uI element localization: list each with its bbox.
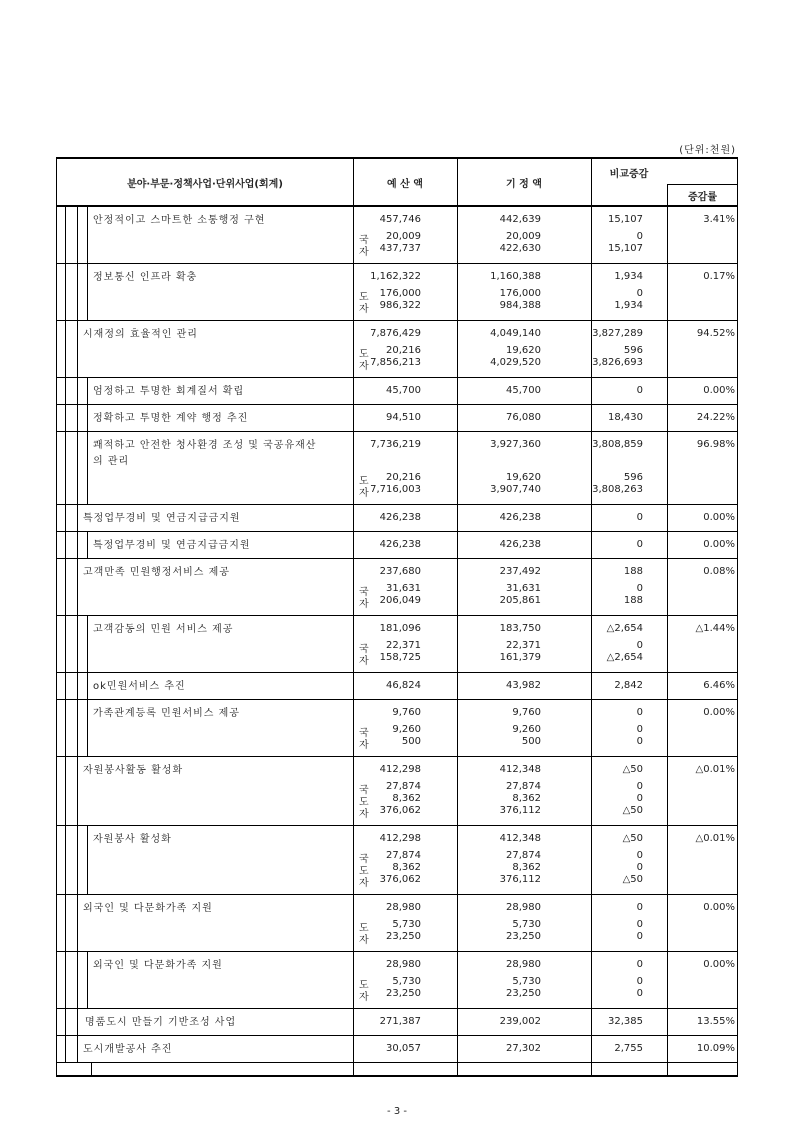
row-settled-breakdown: 8,362	[512, 862, 541, 873]
row-diff: 188	[623, 566, 643, 577]
row-budget: 28,980	[386, 959, 421, 970]
unit-label: (단위:천원)	[679, 145, 736, 156]
row-settled-breakdown: 27,874	[506, 850, 541, 861]
row-name-line: 명품도시 만들기 기반조성 사업	[85, 1017, 237, 1028]
row-source: 자	[359, 656, 369, 667]
row-name	[93, 958, 347, 974]
row-diff: 15,107	[608, 214, 643, 225]
table-row	[57, 616, 737, 673]
table-row	[57, 895, 737, 952]
row-budget-breakdown: 176,000	[379, 288, 421, 299]
row-diff-breakdown: 596	[623, 345, 643, 356]
row-budget-breakdown: 376,062	[379, 805, 421, 816]
row-settled-breakdown: 4,029,520	[490, 357, 541, 368]
table-row	[57, 826, 737, 895]
row-source: 도	[359, 797, 369, 808]
row-source: 국	[359, 728, 369, 739]
row-diff-breakdown: 596	[623, 472, 643, 483]
row-diff-breakdown: 0	[636, 850, 643, 861]
row-settled-breakdown: 376,112	[499, 805, 541, 816]
row-settled-breakdown: 19,620	[506, 472, 541, 483]
row-settled: 43,982	[506, 680, 541, 691]
row-diff-breakdown: 0	[636, 931, 643, 942]
row-source: 도	[359, 292, 369, 303]
row-name-line: 시재정의 효율적인 관리	[83, 329, 198, 340]
row-diff: △2,654	[606, 623, 643, 634]
row-settled: 4,049,140	[490, 328, 541, 339]
row-name	[83, 565, 347, 581]
row-budget-breakdown: 8,362	[392, 862, 421, 873]
header-settled: 기 정 액	[506, 178, 542, 190]
row-settled: 27,302	[506, 1043, 541, 1054]
row-budget: 412,298	[379, 833, 421, 844]
row-settled: 1,160,388	[490, 271, 541, 282]
row-diff-breakdown: 0	[636, 583, 643, 594]
row-rate: 6.46%	[703, 680, 735, 691]
row-budget-breakdown: 27,874	[386, 850, 421, 861]
row-settled-breakdown: 23,250	[506, 931, 541, 942]
row-name-line: 고객감동의 민원 서비스 제공	[93, 624, 234, 635]
row-name	[83, 1042, 347, 1058]
row-name-line: 의 관리	[93, 456, 130, 467]
row-name-line: 엄정하고 투명한 회계질서 확립	[93, 386, 245, 397]
row-rate: 0.00%	[703, 512, 735, 523]
row-diff: △50	[622, 833, 643, 844]
row-settled-breakdown: 205,861	[499, 595, 541, 606]
row-diff: 0	[636, 707, 643, 718]
row-name	[93, 538, 347, 554]
row-settled-breakdown: 27,874	[506, 781, 541, 792]
table-row	[57, 321, 737, 378]
row-budget: 237,680	[379, 566, 421, 577]
row-settled: 183,750	[499, 623, 541, 634]
row-settled: 28,980	[506, 902, 541, 913]
row-budget-breakdown: 8,362	[392, 793, 421, 804]
table-header	[57, 159, 737, 207]
row-name-line: 자원봉사 활성화	[93, 834, 172, 845]
row-budget-breakdown: 20,216	[386, 345, 421, 356]
row-settled-breakdown: 3,907,740	[490, 484, 541, 495]
row-source: 국	[359, 785, 369, 796]
row-budget-breakdown: 158,725	[379, 652, 421, 663]
table-row	[57, 700, 737, 757]
row-diff-breakdown: △50	[622, 805, 643, 816]
row-budget: 7,876,429	[370, 328, 421, 339]
row-budget: 271,387	[379, 1016, 421, 1027]
row-settled-breakdown: 500	[521, 736, 541, 747]
row-diff-breakdown: 0	[636, 781, 643, 792]
table-row	[57, 505, 737, 532]
row-diff-breakdown: 0	[636, 640, 643, 651]
row-settled-breakdown: 5,730	[512, 976, 541, 987]
row-settled-breakdown: 22,371	[506, 640, 541, 651]
table-row	[57, 405, 737, 432]
header-diff: 비교증감	[609, 168, 649, 180]
row-budget: 94,510	[386, 412, 421, 423]
row-source: 자	[359, 247, 369, 258]
table-row	[57, 673, 737, 700]
table-row	[57, 1036, 737, 1063]
row-diff-breakdown: 15,107	[608, 243, 643, 254]
row-settled: 412,348	[499, 833, 541, 844]
row-budget: 426,238	[379, 539, 421, 550]
row-source: 자	[359, 740, 369, 751]
row-diff-breakdown: △2,654	[606, 652, 643, 663]
row-diff-breakdown: 1,934	[614, 300, 643, 311]
row-name	[93, 679, 347, 695]
row-budget: 426,238	[379, 512, 421, 523]
table-end-stub	[57, 1063, 737, 1075]
table-row	[57, 264, 737, 321]
row-name-line: 정확하고 투명한 계약 행정 추진	[93, 413, 249, 424]
row-diff-breakdown: 0	[636, 919, 643, 930]
row-rate: 0.00%	[703, 902, 735, 913]
row-diff: 0	[636, 902, 643, 913]
row-source: 도	[359, 349, 369, 360]
row-name	[93, 270, 347, 286]
row-settled-breakdown: 8,362	[512, 793, 541, 804]
header-name: 분야·부문·정책사업·단위사업(회계)	[127, 178, 283, 190]
row-diff: 0	[636, 539, 643, 550]
table-row	[57, 952, 737, 1009]
row-name	[93, 832, 347, 848]
row-budget: 181,096	[379, 623, 421, 634]
row-budget-breakdown: 7,856,213	[370, 357, 421, 368]
row-settled: 45,700	[506, 385, 541, 396]
row-budget: 28,980	[386, 902, 421, 913]
row-budget-breakdown: 5,730	[392, 919, 421, 930]
row-budget-breakdown: 22,371	[386, 640, 421, 651]
row-name-line: 외국인 및 다문화가족 지원	[93, 960, 223, 971]
row-name	[83, 511, 347, 527]
row-rate: 0.17%	[703, 271, 735, 282]
row-budget: 45,700	[386, 385, 421, 396]
row-settled: 9,760	[512, 707, 541, 718]
row-name-line: ok민원서비스 추진	[93, 681, 186, 692]
row-rate: 0.00%	[703, 539, 735, 550]
row-name	[83, 763, 347, 779]
row-settled: 426,238	[499, 539, 541, 550]
row-source: 도	[359, 980, 369, 991]
row-settled-breakdown: 176,000	[499, 288, 541, 299]
row-name-line: 고객만족 민원행정서비스 제공	[83, 567, 230, 578]
row-name-line: 도시개발공사 추진	[83, 1044, 173, 1055]
row-name-line: 가족관계등록 민원서비스 제공	[93, 708, 240, 719]
row-diff-breakdown: 3,808,263	[592, 484, 643, 495]
row-diff-breakdown: 3,826,693	[592, 357, 643, 368]
row-settled: 237,492	[499, 566, 541, 577]
row-diff-breakdown: 0	[636, 288, 643, 299]
row-diff: 32,385	[608, 1016, 643, 1027]
row-source: 자	[359, 304, 369, 315]
row-budget-breakdown: 500	[401, 736, 421, 747]
row-settled-breakdown: 31,631	[506, 583, 541, 594]
row-budget-breakdown: 23,250	[386, 931, 421, 942]
row-budget-breakdown: 206,049	[379, 595, 421, 606]
page-number: - 3 -	[387, 1106, 407, 1117]
row-rate: 94.52%	[696, 328, 735, 339]
row-budget: 7,736,219	[370, 439, 421, 450]
row-source: 자	[359, 361, 369, 372]
row-rate: △0.01%	[695, 764, 735, 775]
row-settled-breakdown: 376,112	[499, 874, 541, 885]
row-rate: 24.22%	[696, 412, 735, 423]
row-diff: 1,934	[614, 271, 643, 282]
row-source: 자	[359, 488, 369, 499]
row-diff-breakdown: 188	[623, 595, 643, 606]
row-budget-breakdown: 23,250	[386, 988, 421, 999]
row-diff-breakdown: △50	[622, 874, 643, 885]
table-row	[57, 207, 737, 264]
row-settled-breakdown: 5,730	[512, 919, 541, 930]
row-settled: 426,238	[499, 512, 541, 523]
row-rate: △0.01%	[695, 833, 735, 844]
row-budget-breakdown: 986,322	[379, 300, 421, 311]
row-name-line: 자원봉사활동 활성화	[83, 765, 184, 776]
row-diff: △50	[622, 764, 643, 775]
row-budget-breakdown: 437,737	[379, 243, 421, 254]
row-diff-breakdown: 0	[636, 793, 643, 804]
table-row	[57, 757, 737, 826]
row-name-line: 정보통신 인프라 확충	[93, 272, 198, 283]
table-row	[57, 432, 737, 505]
row-rate: 3.41%	[703, 214, 735, 225]
row-settled-breakdown: 19,620	[506, 345, 541, 356]
row-source: 국	[359, 854, 369, 865]
row-source: 도	[359, 866, 369, 877]
row-budget-breakdown: 376,062	[379, 874, 421, 885]
row-name-line: 쾌적하고 안전한 청사환경 조성 및 국공유재산	[93, 440, 317, 451]
header-rate: 증감률	[667, 184, 737, 205]
row-diff: 0	[636, 512, 643, 523]
row-budget: 30,057	[386, 1043, 421, 1054]
table-row	[57, 1009, 737, 1036]
row-rate: 0.08%	[703, 566, 735, 577]
row-diff: 2,755	[614, 1043, 643, 1054]
row-diff-breakdown: 0	[636, 724, 643, 735]
row-rate: 13.55%	[696, 1016, 735, 1027]
row-settled: 3,927,360	[490, 439, 541, 450]
row-diff-breakdown: 0	[636, 988, 643, 999]
row-name	[93, 384, 347, 400]
row-rate: 0.00%	[703, 385, 735, 396]
row-name	[83, 901, 347, 917]
row-budget-breakdown: 27,874	[386, 781, 421, 792]
row-settled-breakdown: 20,009	[506, 231, 541, 242]
row-source: 도	[359, 476, 369, 487]
row-source: 자	[359, 992, 369, 1003]
row-diff-breakdown: 0	[636, 976, 643, 987]
row-budget-breakdown: 5,730	[392, 976, 421, 987]
row-budget-breakdown: 7,716,003	[370, 484, 421, 495]
row-name-line: 특정업무경비 및 연금지급금지원	[93, 540, 251, 551]
row-rate: 0.00%	[703, 707, 735, 718]
header-budget: 예 산 액	[387, 178, 423, 190]
row-diff: 0	[636, 959, 643, 970]
table-row	[57, 532, 737, 559]
row-name-line: 안정적이고 스마트한 소통행정 구현	[93, 215, 266, 226]
row-name	[93, 438, 347, 470]
row-settled: 28,980	[506, 959, 541, 970]
table-row	[57, 559, 737, 616]
row-settled-breakdown: 422,630	[499, 243, 541, 254]
row-name	[93, 622, 347, 638]
row-name	[93, 213, 347, 229]
row-source: 자	[359, 935, 369, 946]
budget-table	[56, 157, 738, 1077]
row-name-line: 외국인 및 다문화가족 지원	[83, 903, 213, 914]
row-diff: 3,827,289	[592, 328, 643, 339]
table-row	[57, 378, 737, 405]
row-budget-breakdown: 20,216	[386, 472, 421, 483]
row-diff-breakdown: 0	[636, 231, 643, 242]
row-diff: 3,808,859	[592, 439, 643, 450]
row-rate: 96.98%	[696, 439, 735, 450]
row-rate: 10.09%	[696, 1043, 735, 1054]
row-name	[93, 706, 347, 722]
row-source: 국	[359, 587, 369, 598]
row-source: 국	[359, 235, 369, 246]
row-budget: 457,746	[379, 214, 421, 225]
row-settled: 442,639	[499, 214, 541, 225]
row-diff-breakdown: 0	[636, 862, 643, 873]
row-name	[83, 327, 347, 343]
row-source: 자	[359, 809, 369, 820]
row-settled-breakdown: 23,250	[506, 988, 541, 999]
row-budget: 1,162,322	[370, 271, 421, 282]
row-budget: 9,760	[392, 707, 421, 718]
row-source: 자	[359, 878, 369, 889]
row-settled: 76,080	[506, 412, 541, 423]
row-diff: 18,430	[608, 412, 643, 423]
table-body	[57, 207, 737, 1063]
row-budget: 46,824	[386, 680, 421, 691]
row-settled: 412,348	[499, 764, 541, 775]
row-settled-breakdown: 984,388	[499, 300, 541, 311]
row-name	[93, 411, 347, 427]
row-rate: △1.44%	[695, 623, 735, 634]
row-source: 자	[359, 599, 369, 610]
row-settled-breakdown: 9,260	[512, 724, 541, 735]
row-source: 국	[359, 644, 369, 655]
row-name-line: 특정업무경비 및 연금지급금지원	[83, 513, 241, 524]
row-budget-breakdown: 9,260	[392, 724, 421, 735]
row-budget-breakdown: 20,009	[386, 231, 421, 242]
row-rate: 0.00%	[703, 959, 735, 970]
row-budget: 412,298	[379, 764, 421, 775]
row-budget-breakdown: 31,631	[386, 583, 421, 594]
row-settled-breakdown: 161,379	[499, 652, 541, 663]
row-diff: 0	[636, 385, 643, 396]
row-diff-breakdown: 0	[636, 736, 643, 747]
row-name	[85, 1015, 347, 1031]
row-settled: 239,002	[499, 1016, 541, 1027]
row-diff: 2,842	[614, 680, 643, 691]
row-source: 도	[359, 923, 369, 934]
